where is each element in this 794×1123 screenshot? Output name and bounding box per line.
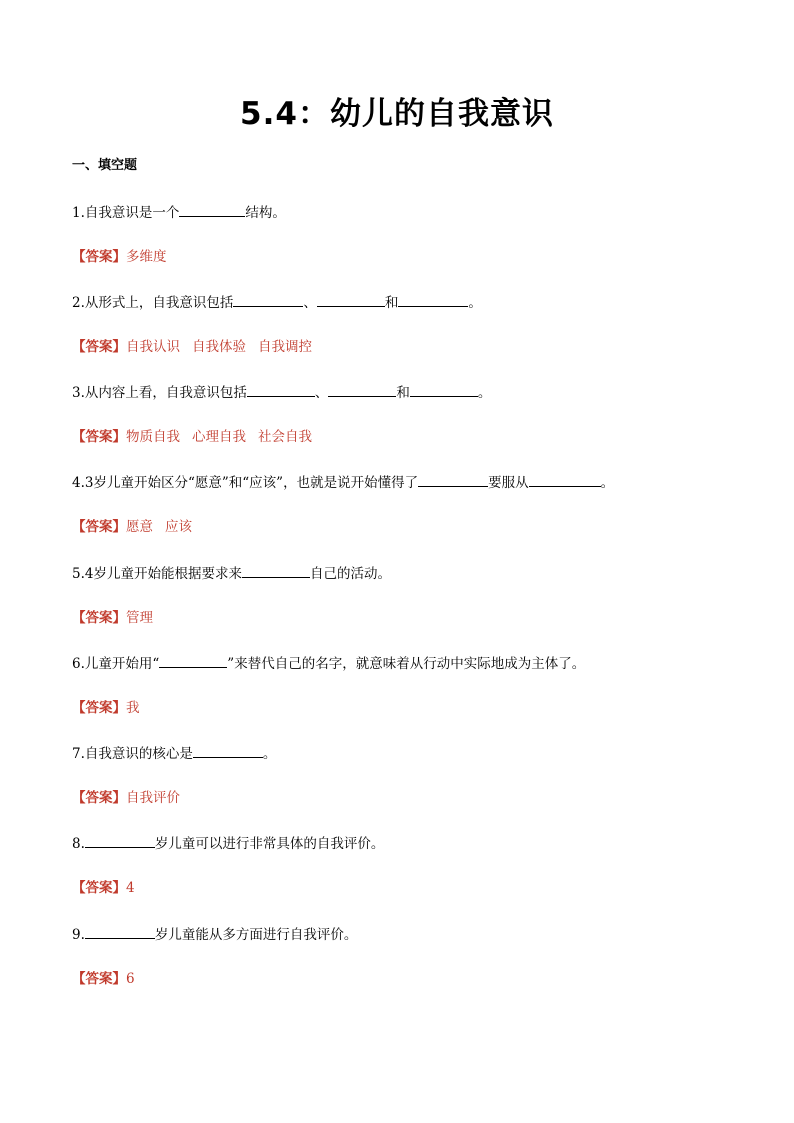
answer-blank [242,563,310,578]
question-5 [72,563,391,584]
answer-value: 4 [126,880,135,896]
question-text: 1.自我意识是一个 [72,205,180,221]
answer-7 [72,788,180,808]
question-text: 7.自我意识的核心是 [72,746,193,762]
answer-value: 应该 [165,519,192,535]
question-text: 9. [72,927,85,943]
answer-label: 【答案】 [72,339,126,355]
answer-value: 心理自我 [192,429,246,445]
answer-1 [72,247,167,267]
answer-label: 【答案】 [72,610,126,626]
answer-value: 愿意 [126,519,153,535]
answer-blank [85,833,155,848]
answer-blank [317,292,385,307]
section-heading: 一、填空题 [72,158,138,173]
answer-label: 【答案】 [72,429,126,445]
question-8 [72,833,384,854]
answer-blank [247,382,315,397]
answer-blank [193,743,263,758]
answer-label: 【答案】 [72,880,126,896]
question-text: 岁儿童能从多方面进行自我评价。 [154,927,358,943]
question-text: 。 [262,746,277,762]
answer-label: 【答案】 [72,249,126,265]
question-text: 自己的活动。 [309,566,391,582]
question-text: 4.3岁儿童开始区分“愿意”和“应该”，也就是说开始懂得了 [72,475,419,491]
question-text: 。 [468,295,482,311]
question-1 [72,202,286,223]
question-text: 。 [600,475,615,491]
answer-value: 管理 [126,610,153,626]
answer-5 [72,608,153,628]
question-text: 要服从 [488,475,529,491]
answer-value: 自我体验 [192,339,246,355]
answer-blank [85,924,155,939]
question-text: 岁儿童可以进行非常具体的自我评价。 [154,836,385,852]
answer-value: 自我调控 [258,339,312,355]
question-7 [72,743,276,764]
question-text: 、 [303,295,317,311]
answer-value: 多维度 [126,249,167,265]
page-title: 5.4：幼儿的自我意识 [240,96,554,132]
question-text: 和 [384,295,399,311]
question-4 [72,472,614,493]
question-text: 、 [314,385,329,401]
answer-blank [418,472,488,487]
answer-3 [72,427,312,447]
answer-value: 自我认识 [126,339,180,355]
answer-8 [72,878,135,898]
question-3 [72,382,491,403]
question-text: 和 [396,385,410,401]
answer-blank [179,202,245,217]
answer-value: 自我评价 [126,790,180,806]
answer-blank [159,653,227,668]
question-2 [72,292,482,313]
question-6 [72,653,585,674]
answer-label: 【答案】 [72,700,126,716]
answer-2 [72,337,312,357]
answer-blank [410,382,478,397]
answer-blank [328,382,396,397]
answer-label: 【答案】 [72,971,126,987]
answer-9 [72,969,135,989]
answer-blank [529,472,601,487]
question-text: 8. [72,836,85,852]
question-9 [72,924,357,945]
answer-value: 我 [126,700,140,716]
answer-blank [398,292,468,307]
question-text: 6.儿童开始用“ [72,656,160,672]
answer-4 [72,517,192,537]
question-text: 3.从内容上看，自我意识包括 [72,385,247,401]
answer-blank [233,292,303,307]
question-text: ”来替代自己的名字，就意味着从行动中实际地成为主体了。 [227,656,586,672]
question-text: 结构。 [245,205,286,221]
question-text: 。 [477,385,492,401]
question-text: 2.从形式上，自我意识包括 [72,295,234,311]
answer-value: 社会自我 [258,429,312,445]
answer-label: 【答案】 [72,519,126,535]
answer-value: 物质自我 [126,429,180,445]
question-text: 5.4岁儿童开始能根据要求来 [72,566,242,582]
answer-value: 6 [126,971,135,987]
answer-6 [72,698,140,718]
answer-label: 【答案】 [72,790,126,806]
